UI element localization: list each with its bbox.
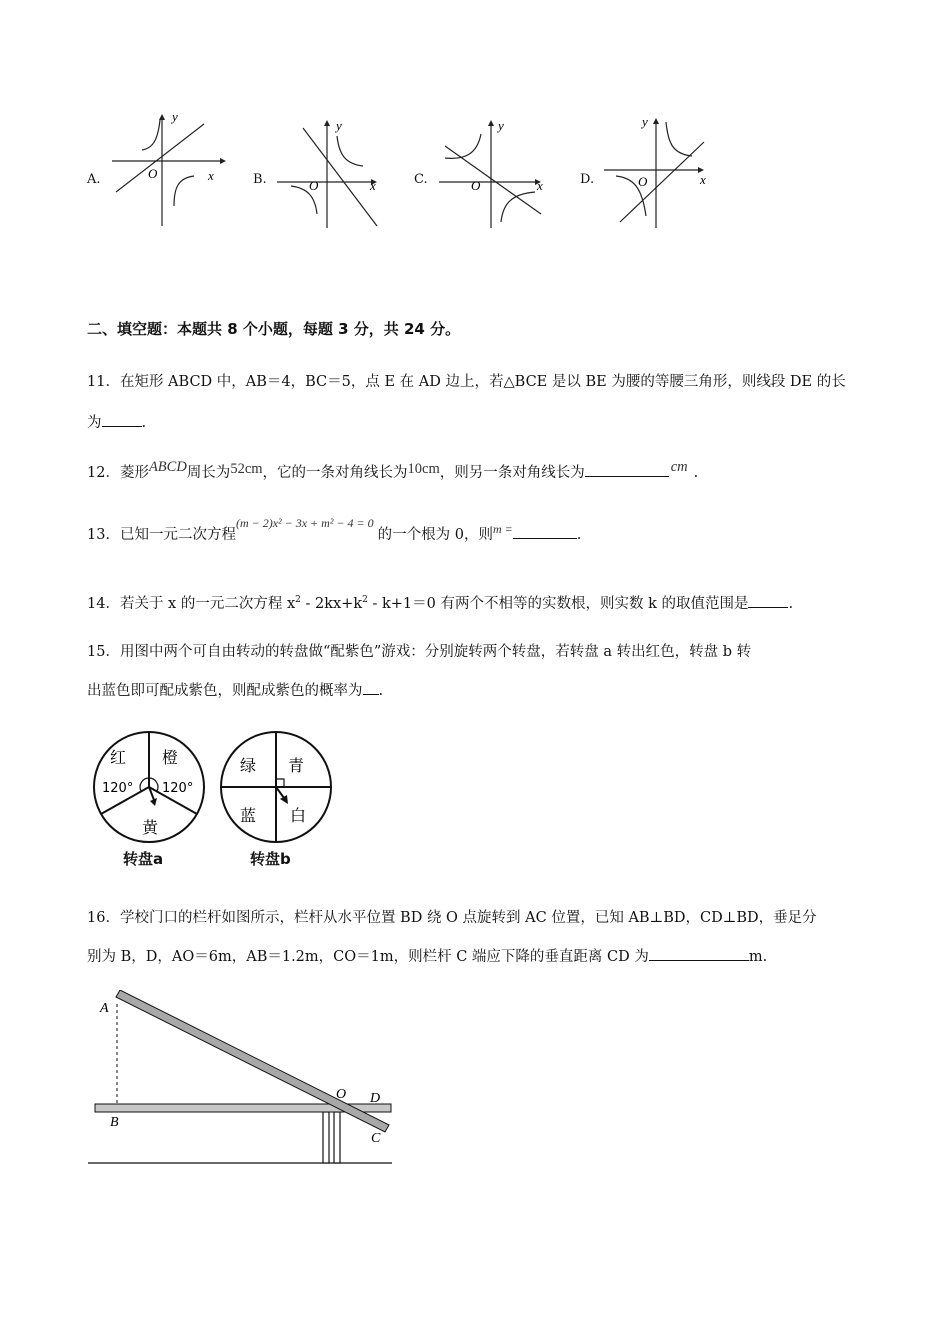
wheel-a-sector-red: 红 [110,748,127,767]
q13-equation: (m − 2)x² − 3x + m² − 4 = 0 [235,516,374,530]
y-axis-label: y [498,118,504,133]
q11-line1: 11．在矩形 ABCD 中，AB＝4，BC＝5，点 E 在 AD 边上，若△BCE 是以 BE 为腰的等腰三角形，则线段 DE 的长 [87,374,846,390]
q12-math-diagonal: 10cm [407,461,440,477]
point-c-label: C [371,1131,381,1146]
q12-text [87,459,699,483]
wheel-b-sector-green: 绿 [240,756,257,775]
wheel-a-angle-left: 120° [102,781,134,796]
q12-math-perimeter: 52cm [230,461,263,477]
option-b-label: B. [253,172,267,187]
q11-line2-post: . [141,415,147,431]
point-d-label: D [370,1091,381,1106]
point-b-label: B [110,1115,119,1130]
q12-mid1: 周长为 [186,465,231,481]
q15-line2-pre: 出蓝色即可配成紫色，则配成紫色的概率为 [87,683,363,699]
q16-line2-pre: 别为 B，D，AO＝6m，AB＝1.2m，CO＝1m，则栏杆 C 端应下降的垂直距离 CD 为 [87,949,649,965]
option-a-graph [108,108,228,228]
section-heading: 二、填空题：本题共 8 个小题，每题 3 分，共 24 分。 [87,320,461,338]
q14-answer-blank[interactable] [748,593,788,608]
x-axis-label: x [700,172,706,187]
origin-label: O [148,166,158,181]
q15-line2-post: . [378,683,384,699]
option-c-label: C. [414,172,428,187]
wheel-a-caption: 转盘a [123,850,164,868]
option-c-graph [435,112,555,230]
wheel-a-angle-right: 120° [162,781,194,796]
option-d-graph [600,112,718,230]
x-axis-label: x [537,178,543,193]
q14-mid2: - k+1＝0 有两个不相等的实数根，则实数 k 的取值范围是 [367,595,749,612]
wheel-b [216,728,340,848]
barrier-diagram [86,990,396,1170]
q14-sup1: 2 [295,595,301,605]
y-axis-label: y [172,109,178,124]
option-b-graph [273,112,388,230]
q14-text [87,590,793,614]
q11-line2 [87,412,146,433]
q12-mid2: ，它的一条对角线长为 [262,465,408,481]
q16-line2 [87,946,767,967]
q15-line1: 15．用图中两个可自由转动的转盘做“配紫色”游戏：分别旋转两个转盘，若转盘 a 转出红色，转盘 b 转 [87,644,752,660]
wheel-a-sector-orange: 橙 [162,748,179,767]
q16-answer-blank[interactable] [649,946,749,961]
q15-answer-blank[interactable] [363,680,379,695]
wheel-b-sector-blue: 蓝 [240,806,257,825]
x-axis-label: x [208,168,214,183]
q13-math-m: m = [492,522,513,536]
option-a-label: A. [87,172,101,187]
q12-math-abcd: ABCD [148,459,187,475]
q14-sup2: 2 [362,595,368,605]
x-axis-label: x [370,178,376,193]
point-o-label: O [336,1087,347,1102]
origin-label: O [638,174,648,189]
q14-pre: 14．若关于 x 的一元二次方程 x [87,595,296,612]
q14-post: . [788,595,794,612]
origin-label: O [471,178,481,193]
wheel-a [88,728,216,848]
q11-line2-pre: 为 [87,415,102,431]
q12-answer-blank[interactable] [585,462,669,477]
wheel-b-sector-cyan: 青 [288,756,305,775]
q12-unit: cm [670,459,688,475]
q13-mid: 的一个根为 0，则 [377,527,493,543]
origin-label: O [309,178,319,193]
wheel-b-sector-white: 白 [290,806,307,825]
q12-mid3: ，则另一条对角线长为 [439,465,585,481]
q13-pre: 13．已知一元二次方程 [87,527,236,543]
q13-answer-blank[interactable] [513,524,577,539]
q14-mid1: - 2kx+k [300,595,363,612]
q11-answer-blank[interactable] [102,412,142,427]
y-axis-label: y [336,118,342,133]
q16-line2-post: m. [748,949,768,965]
q16-line1: 16．学校门口的栏杆如图所示，栏杆从水平位置 BD 绕 O 点旋转到 AC 位置，已知 AB⊥BD，CD⊥BD，垂足分 [87,910,817,926]
q13-text [87,516,582,545]
point-a-label: A [100,1001,109,1016]
wheel-b-caption: 转盘b [250,850,291,868]
q15-line2 [87,680,383,701]
q12-post: . [693,465,699,481]
y-axis-label: y [642,114,648,129]
q12-pre: 12．菱形 [87,465,149,481]
wheel-a-sector-yellow: 黄 [142,818,159,837]
option-d-label: D. [580,172,595,187]
q13-post: . [576,527,582,543]
